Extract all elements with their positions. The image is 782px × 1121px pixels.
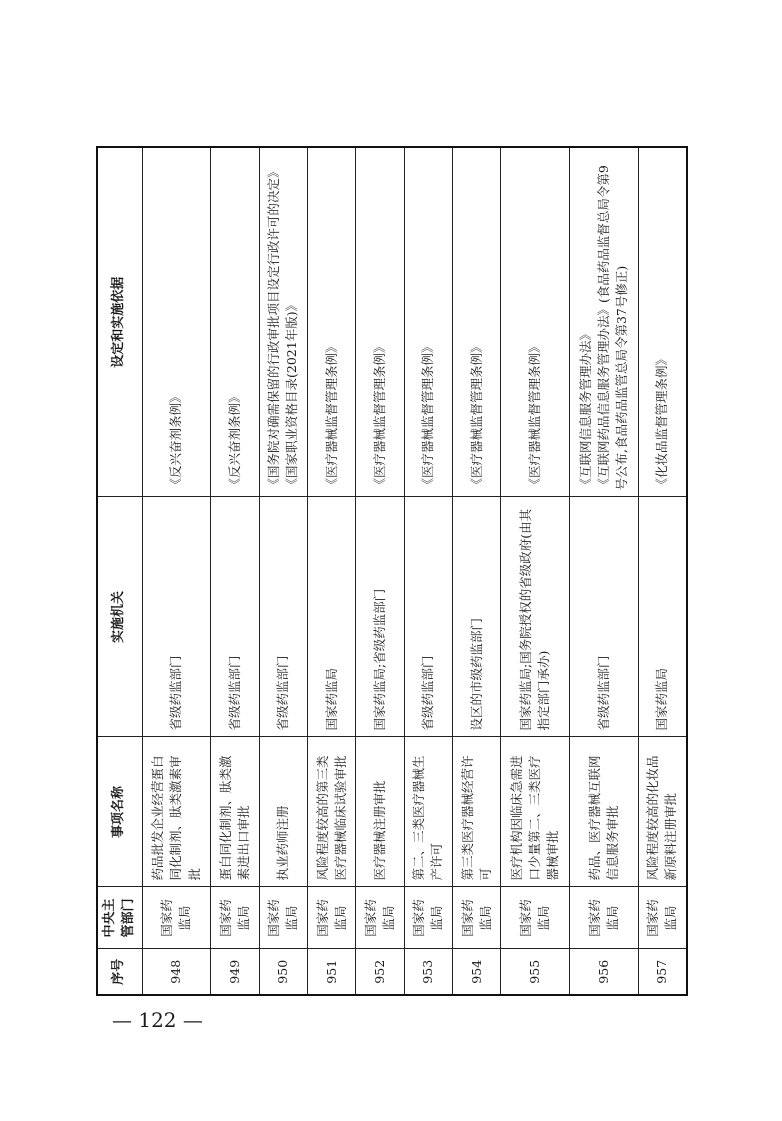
table-header-row [97, 147, 142, 995]
header-serial: 序号 [97, 949, 142, 995]
cell-implementing-agency: 国家药监局;国务院授权的省级政府(由其指定部门承办) [501, 497, 570, 737]
cell-item-name: 执业药师注册 [259, 737, 307, 887]
table-row [453, 147, 501, 995]
cell-central-dept: 国家药监局 [501, 887, 570, 949]
cell-serial: 948 [142, 949, 211, 995]
cell-central-dept: 国家药监局 [259, 887, 307, 949]
header-legal-basis: 设定和实施依据 [97, 147, 142, 497]
cell-serial: 949 [211, 949, 259, 995]
cell-item-name: 第三类医疗器械经营许可 [453, 737, 501, 887]
table-row [404, 147, 452, 995]
header-implementing-agency: 实施机关 [97, 497, 142, 737]
cell-legal-basis: 《化妆品监督管理条例》 [638, 147, 687, 497]
table-row [211, 147, 259, 995]
cell-item-name: 药品、医疗器械互联网信息服务审批 [569, 737, 638, 887]
cell-implementing-agency: 国家药监局 [638, 497, 687, 737]
cell-item-name: 药品批发企业经营蛋白同化制剂、肽类激素审批 [142, 737, 211, 887]
table-row [356, 147, 404, 995]
cell-central-dept: 国家药监局 [638, 887, 687, 949]
cell-legal-basis: 《互联网信息服务管理办法》 《互联网药品信息服务管理办法》(食品药品监督总局令第9号公布,食品药品监管总局令第37号修正) [569, 147, 638, 497]
cell-implementing-agency: 省级药监部门 [259, 497, 307, 737]
header-central-dept: 中央主管部门 [97, 887, 142, 949]
cell-implementing-agency: 省级药监部门 [211, 497, 259, 737]
cell-item-name: 第二、三类医疗器械生产许可 [404, 737, 452, 887]
cell-central-dept: 国家药监局 [307, 887, 355, 949]
cell-legal-basis: 《医疗器械监督管理条例》 [404, 147, 452, 497]
cell-legal-basis: 《医疗器械监督管理条例》 [307, 147, 355, 497]
cell-implementing-agency: 省级药监部门 [404, 497, 452, 737]
cell-serial: 950 [259, 949, 307, 995]
cell-central-dept: 国家药监局 [404, 887, 452, 949]
cell-central-dept: 国家药监局 [142, 887, 211, 949]
cell-item-name: 风险程度较高的化妆品新原料注册审批 [638, 737, 687, 887]
table-body [142, 147, 687, 995]
table-row [259, 147, 307, 995]
table-row [569, 147, 638, 995]
cell-central-dept: 国家药监局 [569, 887, 638, 949]
table-row [501, 147, 570, 995]
approval-items-table [96, 146, 688, 996]
cell-implementing-agency: 省级药监部门 [142, 497, 211, 737]
page-number: — 122 — [112, 1008, 203, 1032]
cell-legal-basis: 《医疗器械监督管理条例》 [356, 147, 404, 497]
cell-item-name: 蛋白同化制剂、肽类激素进出口审批 [211, 737, 259, 887]
cell-implementing-agency: 设区的市级药监部门 [453, 497, 501, 737]
cell-serial: 955 [501, 949, 570, 995]
cell-legal-basis: 《反兴奋剂条例》 [142, 147, 211, 497]
cell-implementing-agency: 省级药监部门 [569, 497, 638, 737]
cell-implementing-agency: 国家药监局 [307, 497, 355, 737]
cell-serial: 952 [356, 949, 404, 995]
cell-central-dept: 国家药监局 [356, 887, 404, 949]
table-rotation-wrapper [96, 148, 688, 996]
cell-item-name: 医疗机构因临床急需进口少量第二、三类医疗器械审批 [501, 737, 570, 887]
cell-central-dept: 国家药监局 [211, 887, 259, 949]
cell-item-name: 风险程度较高的第三类医疗器械临床试验审批 [307, 737, 355, 887]
cell-serial: 951 [307, 949, 355, 995]
cell-legal-basis: 《反兴奋剂条例》 [211, 147, 259, 497]
cell-legal-basis: 《医疗器械监督管理条例》 [453, 147, 501, 497]
cell-legal-basis: 《国务院对确需保留的行政审批项目设定行政许可的决定》 《国家职业资格目录(2021年版)》 [259, 147, 307, 497]
rotated-table-frame [96, 148, 688, 996]
cell-central-dept: 国家药监局 [453, 887, 501, 949]
cell-implementing-agency: 国家药监局;省级药监部门 [356, 497, 404, 737]
cell-serial: 957 [638, 949, 687, 995]
table-row [307, 147, 355, 995]
table-row [638, 147, 687, 995]
cell-serial: 956 [569, 949, 638, 995]
cell-item-name: 医疗器械注册审批 [356, 737, 404, 887]
table-row [142, 147, 211, 995]
cell-legal-basis: 《医疗器械监督管理条例》 [501, 147, 570, 497]
header-item-name: 事项名称 [97, 737, 142, 887]
cell-serial: 953 [404, 949, 452, 995]
cell-serial: 954 [453, 949, 501, 995]
